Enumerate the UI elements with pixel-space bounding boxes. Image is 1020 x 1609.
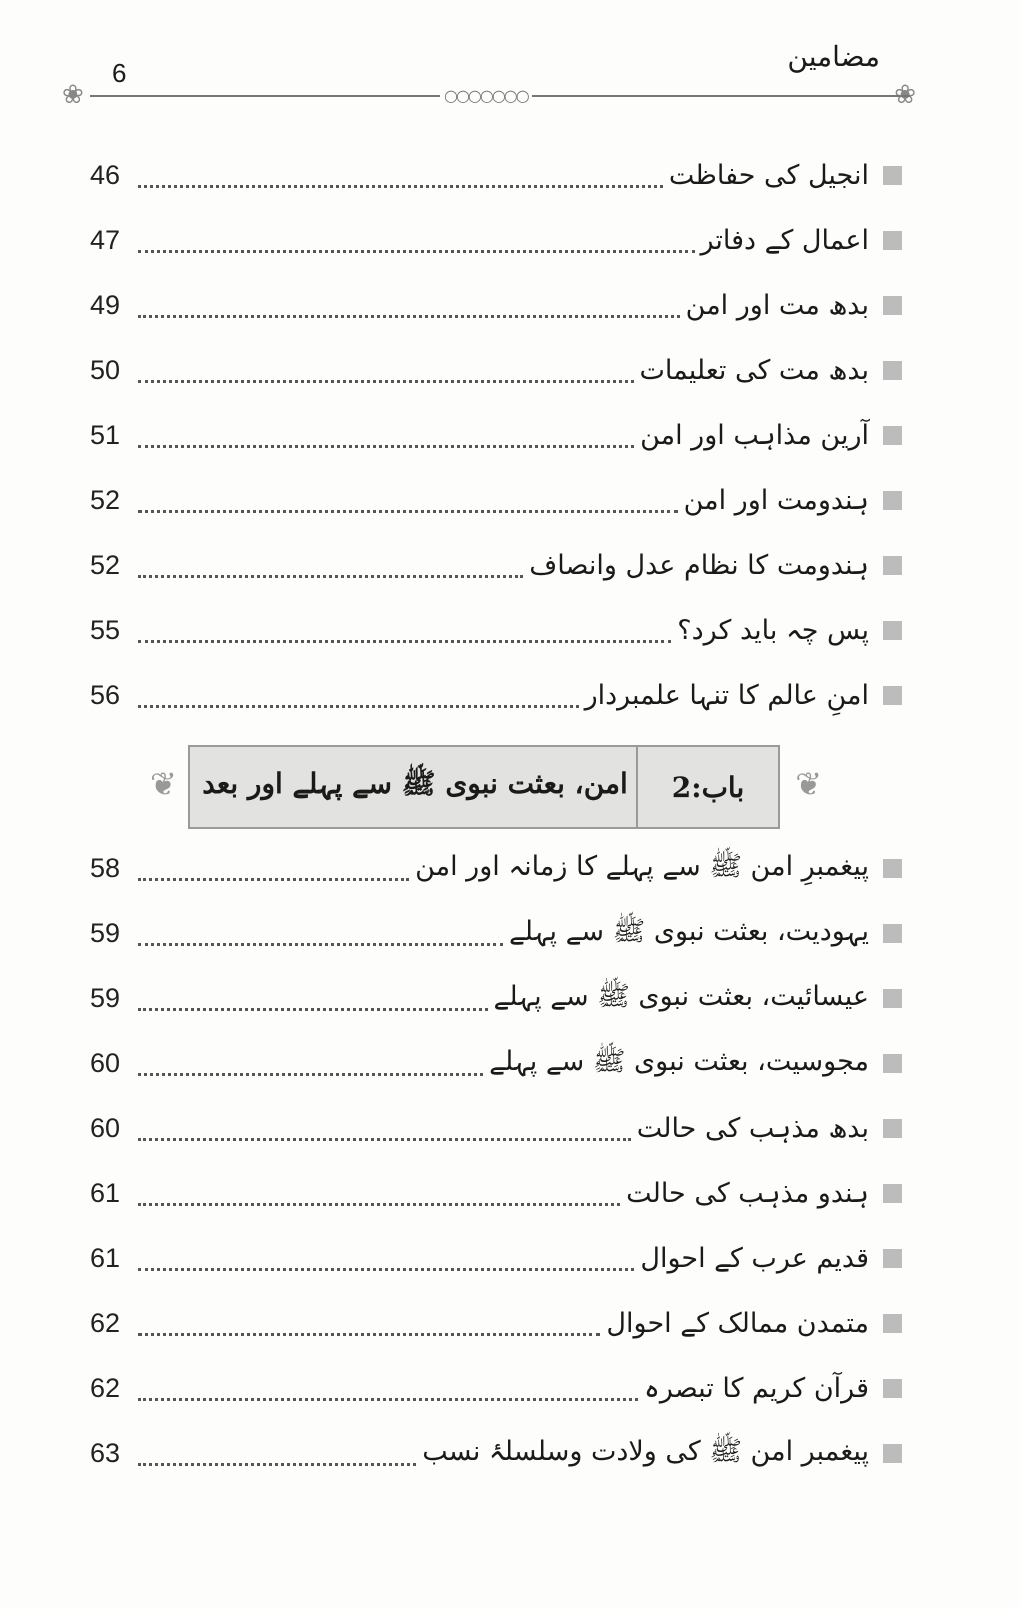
entry-title: پیغمبرِ امن ﷺ سے پہلے کا زمانہ اور امن (415, 850, 869, 882)
toc-entry[interactable] (90, 836, 920, 901)
entry-title: قرآن کریم کا تبصرہ (644, 1373, 869, 1404)
dot-leader (138, 510, 678, 513)
entry-page-number: 62 (90, 1373, 121, 1403)
page-number: 6 (112, 58, 127, 88)
entry-title: بدھ مت کی تعلیمات (639, 355, 869, 386)
dot-leader (138, 315, 680, 318)
entry-title: قدیم عرب کے احوال (640, 1243, 869, 1274)
entry-page-number: 55 (90, 615, 121, 645)
dot-leader (138, 1008, 488, 1011)
chapter-label: باب:2 (636, 745, 780, 829)
toc-entry[interactable] (90, 1421, 920, 1486)
toc-entry[interactable] (90, 598, 920, 663)
entry-title: بدھ مذہب کی حالت (636, 1113, 869, 1144)
square-bullet-icon (883, 859, 902, 878)
toc-entry[interactable] (90, 143, 920, 208)
ornament-icon: ❦ (795, 765, 822, 803)
square-bullet-icon (883, 1379, 902, 1398)
toc-entry[interactable] (90, 533, 920, 598)
entry-page-number: 60 (90, 1113, 121, 1143)
dot-leader (138, 1333, 600, 1336)
entry-page-number: 63 (90, 1438, 121, 1468)
toc-entry[interactable] (90, 1161, 920, 1226)
entry-title: آرین مذاہب اور امن (640, 420, 869, 451)
square-bullet-icon (883, 989, 902, 1008)
toc-entry[interactable] (90, 1031, 920, 1096)
dot-leader (138, 878, 409, 881)
toc-list (90, 143, 920, 728)
section-title: مضامین (787, 40, 880, 73)
chapter-title: امن، بعثت نبوی ﷺ سے پہلے اور بعد (188, 745, 642, 829)
toc-entry[interactable] (90, 1096, 920, 1161)
entry-page-number: 56 (90, 680, 121, 710)
dot-leader (138, 1463, 416, 1466)
dot-leader (138, 380, 634, 383)
square-bullet-icon (883, 1249, 902, 1268)
entry-page-number: 62 (90, 1308, 121, 1338)
ornament-icon: ❦ (150, 765, 177, 803)
dot-leader (138, 1203, 620, 1206)
entry-title: ہندو مذہب کی حالت (626, 1178, 869, 1209)
toc-entry[interactable] (90, 663, 920, 728)
dot-leader (138, 640, 671, 643)
square-bullet-icon (883, 296, 902, 315)
square-bullet-icon (883, 1314, 902, 1333)
square-bullet-icon (883, 426, 902, 445)
dot-leader (138, 575, 523, 578)
dot-leader (138, 1073, 483, 1076)
entry-page-number: 59 (90, 983, 121, 1013)
toc-entry[interactable] (90, 338, 920, 403)
toc-entry[interactable] (90, 403, 920, 468)
square-bullet-icon (883, 621, 902, 640)
entry-page-number: 61 (90, 1178, 121, 1208)
square-bullet-icon (883, 1184, 902, 1203)
square-bullet-icon (883, 1054, 902, 1073)
toc-entry[interactable] (90, 901, 920, 966)
entry-title: اعمال کے دفاتر (700, 225, 869, 256)
entry-page-number: 52 (90, 485, 121, 515)
toc-entry[interactable] (90, 1291, 920, 1356)
entry-page-number: 47 (90, 225, 121, 255)
toc-list (90, 836, 920, 1486)
square-bullet-icon (883, 1119, 902, 1138)
entry-page-number: 59 (90, 918, 121, 948)
entry-title: یہودیت، بعثت نبوی ﷺ سے پہلے (508, 915, 869, 947)
entry-page-number: 58 (90, 853, 121, 883)
toc-entry[interactable] (90, 468, 920, 533)
floral-ornament-icon: ❀ (62, 80, 84, 110)
entry-page-number: 46 (90, 160, 121, 190)
dot-leader (138, 250, 695, 253)
entry-title: ہندومت کا نظام عدل وانصاف (529, 550, 869, 581)
chapter-banner (150, 745, 822, 827)
entry-page-number: 51 (90, 420, 121, 450)
entry-title: ہندومت اور امن (683, 485, 869, 516)
chain-ornament-icon: ○○○○○○○ (440, 86, 532, 105)
square-bullet-icon (883, 231, 902, 250)
entry-page-number: 60 (90, 1048, 121, 1078)
entry-page-number: 49 (90, 290, 121, 320)
dot-leader (138, 445, 634, 448)
entry-title: متمدن ممالک کے احوال (606, 1308, 869, 1339)
square-bullet-icon (883, 556, 902, 575)
entry-title: عیسائیت، بعثت نبوی ﷺ سے پہلے (493, 980, 869, 1012)
square-bullet-icon (883, 1444, 902, 1463)
dot-leader (138, 1268, 634, 1271)
square-bullet-icon (883, 686, 902, 705)
entry-title: بدھ مت اور امن (685, 290, 869, 321)
square-bullet-icon (883, 361, 902, 380)
entry-title: مجوسیت، بعثت نبوی ﷺ سے پہلے (489, 1045, 869, 1077)
entry-page-number: 52 (90, 550, 121, 580)
dot-leader (138, 185, 663, 188)
entry-page-number: 50 (90, 355, 121, 385)
toc-entry[interactable] (90, 1356, 920, 1421)
toc-entry[interactable] (90, 966, 920, 1031)
entry-page-number: 61 (90, 1243, 121, 1273)
toc-entry[interactable] (90, 273, 920, 338)
entry-title: امنِ عالم کا تنہا علمبردار (584, 680, 869, 711)
square-bullet-icon (883, 924, 902, 943)
dot-leader (138, 705, 579, 708)
square-bullet-icon (883, 491, 902, 510)
toc-entry[interactable] (90, 1226, 920, 1291)
toc-entry[interactable] (90, 208, 920, 273)
dot-leader (138, 1138, 631, 1141)
entry-title: پس چہ باید کرد؟ (677, 615, 869, 646)
dot-leader (138, 1398, 638, 1401)
dot-leader (138, 943, 503, 946)
square-bullet-icon (883, 166, 902, 185)
entry-title: پیغمبر امن ﷺ کی ولادت وسلسلۂ نسب (422, 1435, 869, 1467)
entry-title: انجیل کی حفاظت (668, 160, 869, 191)
floral-ornament-icon: ❀ (894, 80, 916, 110)
